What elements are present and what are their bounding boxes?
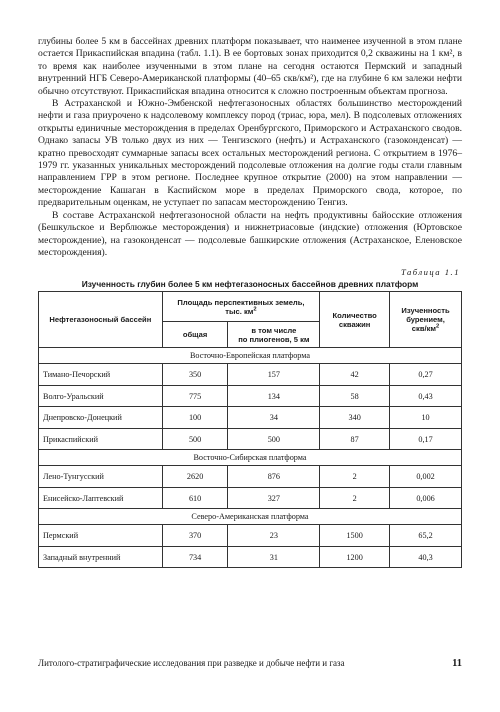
header-area-total: общая [162,322,228,348]
density-cell: 0,17 [390,428,462,450]
section-title: Северо-Американская платформа [39,509,462,525]
header-area: Площадь перспективных земель, тыс. $км^2$ [162,292,320,322]
wells-cell: 58 [320,385,390,407]
wells-cell: 340 [320,407,390,429]
table-section-row [39,509,462,525]
basin-cell: Тимано-Печорский [39,364,163,386]
section-title: Восточно-Сибирская платформа [39,450,462,466]
table-row [39,407,462,429]
basin-cell: Лено-Тунгусский [39,466,163,488]
density-cell: 40,3 [390,546,462,568]
area-deep-cell: 34 [228,407,320,429]
table-row [39,385,462,407]
table-section-row [39,348,462,364]
table-row [39,364,462,386]
page-body [38,36,462,568]
data-table [38,291,462,568]
page-number: 11 [452,658,462,669]
density-cell: 10 [390,407,462,429]
wells-cell: 1200 [320,546,390,568]
area-deep-cell: 134 [228,385,320,407]
paragraph-1: глубины более 5 км в бассейнах древних платформ показывает, что наименее изученной в этом плане остается Прикаспийская впадина (табл. 1.1). В ее бортовых зонах приходится 0,2 скважины на 1 км², в то время как наиболее изученными в этом плане на сегодня остаются Пермский и западный внутренний НГБ Северо-Американской платформы (40–65 скв/км²), где на глубине 6 км залежи нефти обычно отсутствуют. Прикаспийская впадина относится к сложно построенным объектам прогноза. [38,36,462,97]
paragraph-2: В Астраханской и Южно-Эмбенской нефтегазоносных областях большинство месторождений нефти и газа приурочено к надсолевому комплексу пород (триас, юра, мел). В подсолевых отложениях открыты единичные месторождения в пределах Оренбургского, Приморского и Астраханского сводов. Однако запасы УВ только двух из них — Тенгизского (нефть) и Астраханского (газоконденсат) — кратно превосходят суммарные запасы всех остальных месторождений региона. С открытием в 1976–1979 гг. указанных уникальных месторождений подсолевые отложения на долгие годы стали главным направлением ГРР в этом регионе. Последнее крупное открытие (2000) на этом направлении — месторождение Кашаган в Каспийском море в пределах Приморского свода, которое, по предварительным оценкам, не уступает по запасам месторождению Тенгиз. [38,98,462,209]
basin-cell: Днепровско-Донецкий [39,407,163,429]
table-caption: Изученность глубин более 5 км нефтегазоносных бассейнов древних платформ [81,279,419,290]
table-body [39,348,462,568]
table-row [39,546,462,568]
density-cell: 0,002 [390,466,462,488]
area-deep-cell: 157 [228,364,320,386]
header-wells: Количество скважин [320,292,390,348]
wells-cell: 42 [320,364,390,386]
area-deep-cell: 23 [228,525,320,547]
area-total-cell: 734 [162,546,228,568]
area-total-cell: 100 [162,407,228,429]
wells-cell: 2 [320,487,390,509]
table-row [39,466,462,488]
section-title: Восточно-Европейская платформа [39,348,462,364]
area-deep-cell: 500 [228,428,320,450]
area-total-cell: 775 [162,385,228,407]
table-row [39,428,462,450]
table-label: Таблица 1.1 [400,267,460,278]
wells-cell: 87 [320,428,390,450]
area-total-cell: 370 [162,525,228,547]
table-row [39,525,462,547]
area-deep-cell: 876 [228,466,320,488]
basin-cell: Прикаспийский [39,428,163,450]
header-density: Изученность бурением, скв/$км^2$ [390,292,462,348]
area-total-cell: 2620 [162,466,228,488]
basin-cell: Енисейско-Лаптевский [39,487,163,509]
basin-cell: Западный внутренний [39,546,163,568]
basin-cell: Пермский [39,525,163,547]
page-footer [38,658,462,669]
table-section-row [39,450,462,466]
area-deep-cell: 31 [228,546,320,568]
wells-cell: 2 [320,466,390,488]
area-total-cell: 350 [162,364,228,386]
area-total-cell: 500 [162,428,228,450]
header-area-deep: в том числе по плиогенов, 5 км [228,322,320,348]
basin-cell: Волго-Уральский [39,385,163,407]
area-deep-cell: 327 [228,487,320,509]
table-row [39,487,462,509]
density-cell: 0,27 [390,364,462,386]
paragraph-3: В составе Астраханской нефтегазоносной области на нефть продуктивны байосские отложения (Бешкульское и Верблюжье месторождения) и нижнетриасовые (индские) отложения (Юртовское месторождение), на газоконденсат — подсолевые башкирские отложения (Астраханское, Еленовское месторождения). [38,209,462,258]
header-basin: Нефтегазоносный бассейн [39,292,163,348]
density-cell: 65,2 [390,525,462,547]
wells-cell: 1500 [320,525,390,547]
density-cell: 0,43 [390,385,462,407]
footer-text: Литолого-стратиграфические исследования при разведке и добыче нефти и газа [38,658,345,668]
area-total-cell: 610 [162,487,228,509]
density-cell: 0,006 [390,487,462,509]
